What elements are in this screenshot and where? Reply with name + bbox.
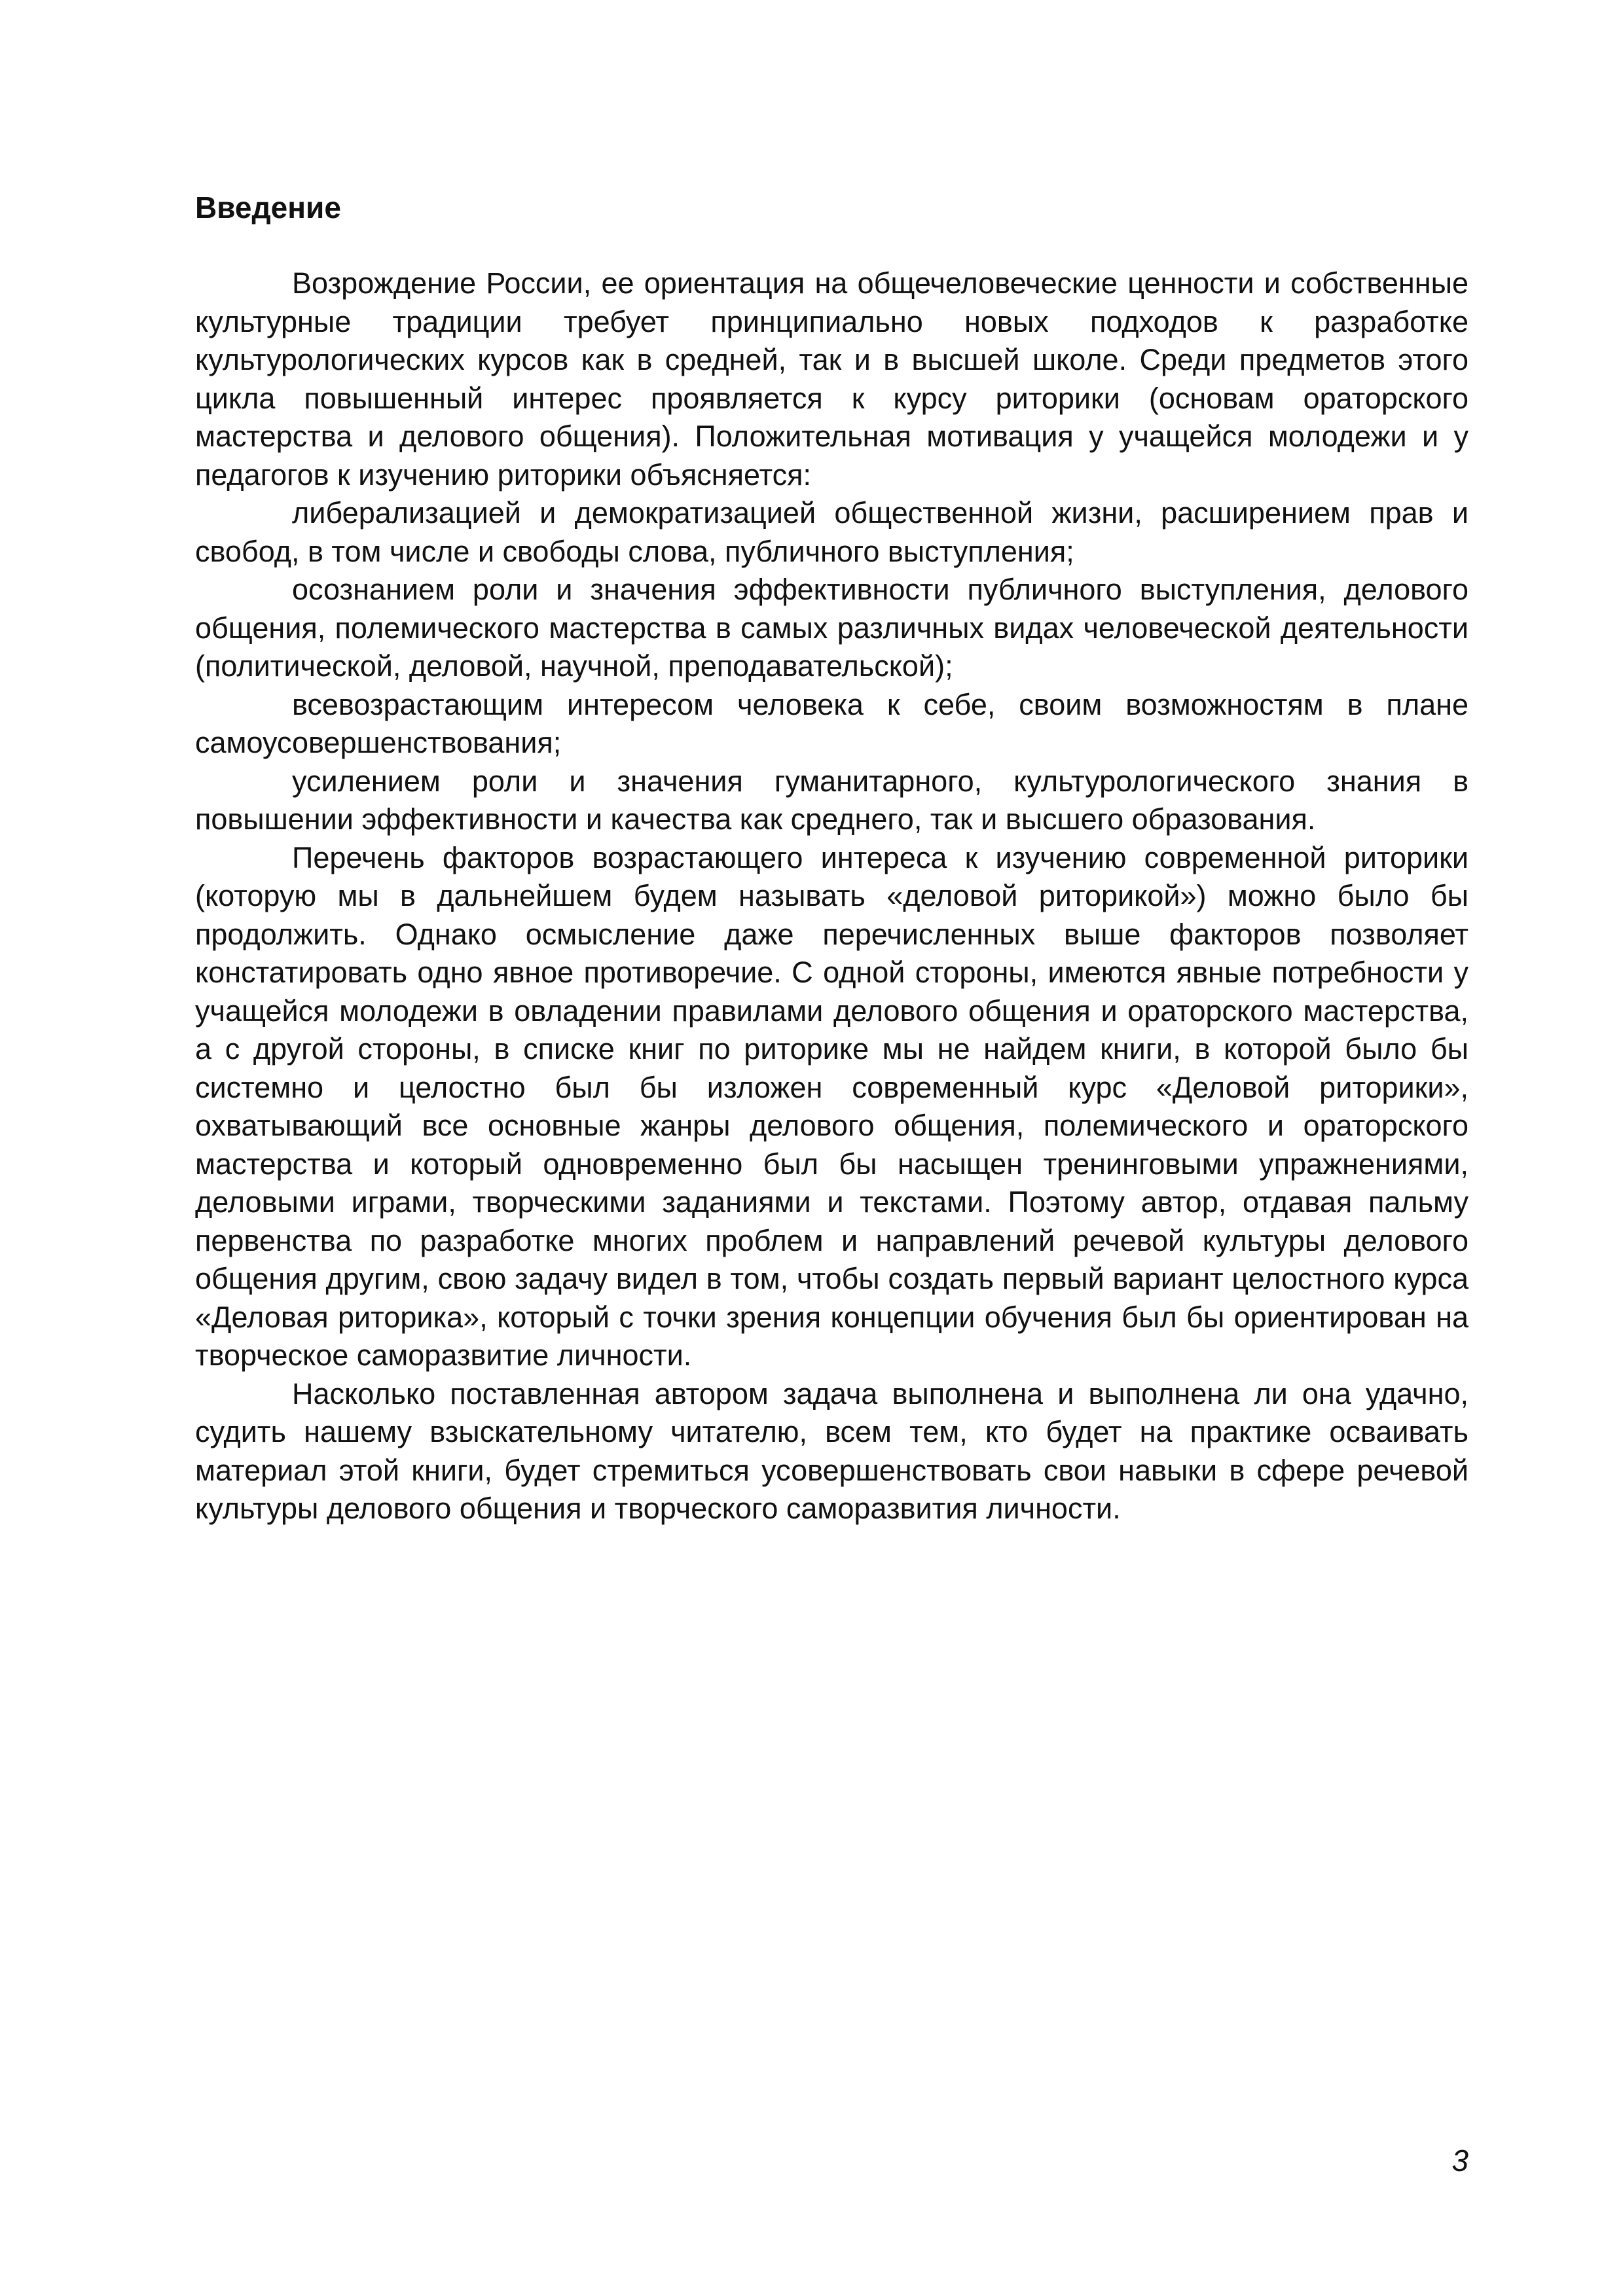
paragraph-factor-awareness: осознанием роли и значения эффективности публичного выступления, делового общения, полемического мастерства в самых различных видах человеческой деятельности (политической, деловой, научной, преподавательской);: [195, 573, 1468, 683]
paragraph-factor-self-interest: всевозрастающим интересом человека к себе, своим возможностям в плане самоусовершенствования;: [195, 687, 1468, 759]
paragraph-factor-humanities: усилением роли и значения гуманитарного, культурологического знания в повышении эффективности и качества как среднего, так и высшего образования.: [195, 764, 1468, 836]
paragraph-factor-liberalization: либерализацией и демократизацией общественной жизни, расширением прав и свобод, в том числе и свободы слова, публичного выступления;: [195, 496, 1468, 568]
page-number: 3: [1451, 2144, 1468, 2178]
paragraph-intro: Возрождение России, ее ориентация на общечеловеческие ценности и собственные культурные традиции требует принципиально новых подходов к разработке культурологических курсов как в средней, так и в высшей школе. Среди предметов этого цикла повышенный интерес проявляется к курсу риторики (основам ораторского мастерства и делового общения). Положительная мотивация у учащейся молодежи и у педагогов к изучению риторики объясняется:: [195, 266, 1468, 492]
page-content: [195, 188, 1468, 1528]
paragraph-contradiction: Перечень факторов возрастающего интереса к изучению современной риторики (которую мы в дальнейшем будем называть «деловой риторикой») можно было бы продолжить. Однако осмысление даже перечисленных выше факторов позволяет констатировать одно явное противоречие. С одной стороны, имеются явные потребности у учащейся молодежи в овладении правилами делового общения и ораторского мастерства, а с другой стороны, в списке книг по риторике мы не найдем книги, в которой было бы системно и целостно был бы изложен современный курс «Деловой риторики», охватывающий все основные жанры делового общения, полемического и ораторского мастерства и который одновременно был бы насыщен тренинговыми упражнениями, деловыми играми, творческими заданиями и текстами. Поэтому автор, отдавая пальму первенства по разработке многих проблем и направлений речевой культуры делового общения другим, свою задачу видел в том, чтобы создать первый вариант целостного курса «Деловая риторика», который с точки зрения концепции обучения был бы ориентирован на творческое саморазвитие личности.: [195, 840, 1468, 1372]
section-heading: Введение: [195, 190, 341, 224]
paragraph-conclusion: Насколько поставленная автором задача выполнена и выполнена ли она удачно, судить нашему взыскательному читателю, всем тем, кто будет на практике осваивать материал этой книги, будет стремиться усовершенствовать свои навыки в сфере речевой культуры делового общения и творческого саморазвития личности.: [195, 1376, 1468, 1525]
